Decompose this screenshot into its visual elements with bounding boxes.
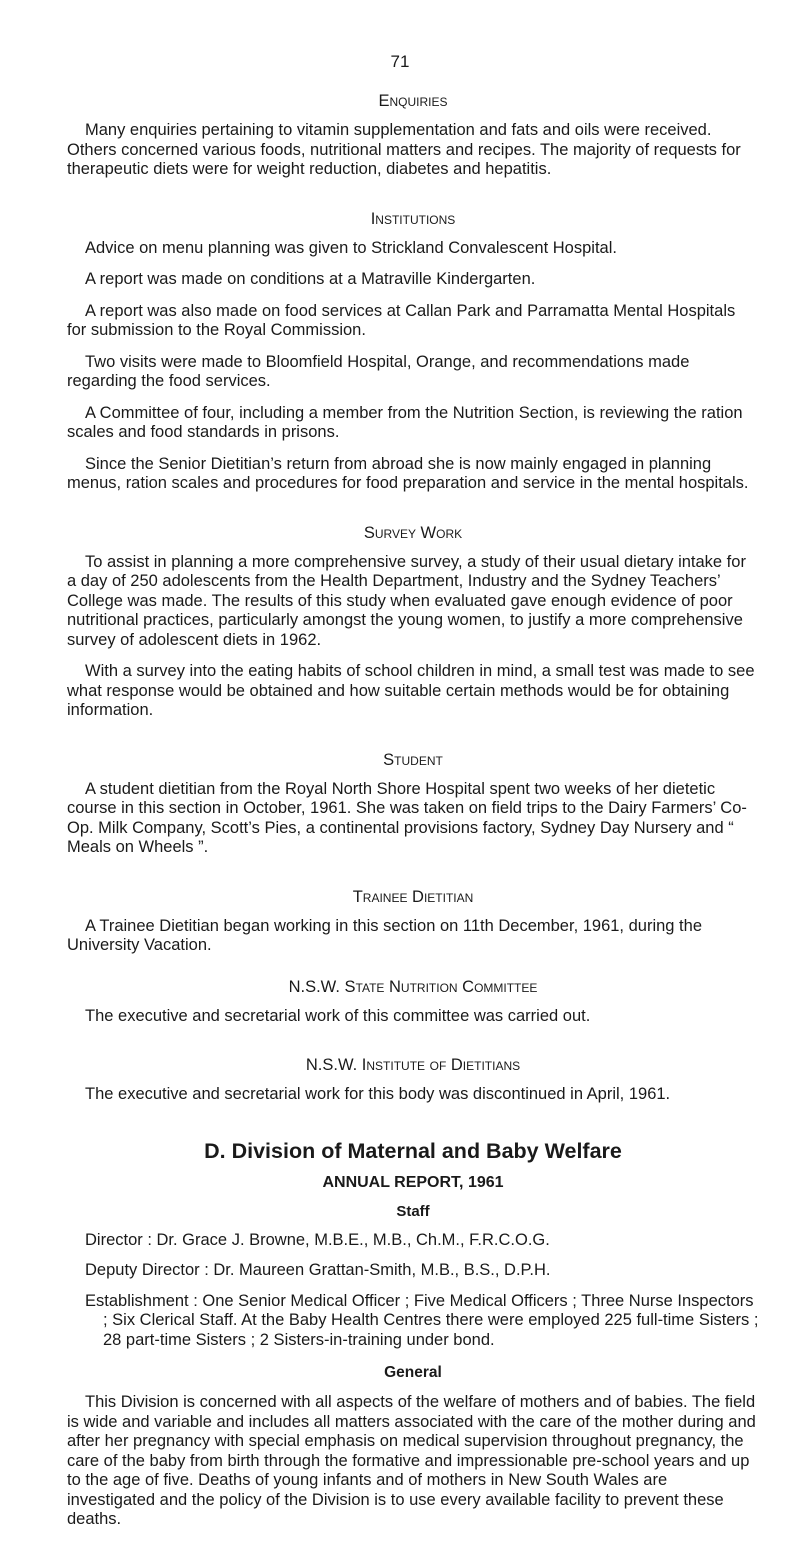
page-number: 71 bbox=[390, 52, 410, 71]
paragraph: To assist in planning a more comprehensive survey, a study of their usual dietary intake for a day of 250 adolescents from the Health Department, Industry and the Sydney Teachers’ College was made. The results of this study when evaluated gave enough evidence of poor nutritional practices, particularly amongst the young women, to justify a more comprehensive survey of adolescent diets in 1962. bbox=[67, 552, 746, 649]
heading-institute-of-dietitians: N.S.W. Institute of Dietitians bbox=[305, 1056, 521, 1074]
paragraph: A Committee of four, including a member from the Nutrition Section, is reviewing the ration scales and food standards in prisons. bbox=[67, 403, 743, 441]
heading-institutions: Institutions bbox=[370, 209, 456, 228]
general-paragraph: This Division is concerned with all aspects of the welfare of mothers and of babies. The field is wide and variable and includes all matters associated with the care of the mother during and after her pregnancy with special emphasis on medical supervision throughout pregnancy, the care of the baby from birth through the formative and impressionable pre-school years and up to the age of five. Deaths of young infants and of mothers in New South Wales are investigated and the policy of the Division is to use every available facility to prevent these deaths. bbox=[67, 1393, 756, 1528]
staff-heading: Staff bbox=[396, 1202, 430, 1220]
paragraph: A Trainee Dietitian began working in this section on 11th December, 1961, during the University Vacation. bbox=[67, 916, 702, 954]
heading-trainee-dietitian: Trainee Dietitian bbox=[352, 887, 474, 906]
heading-state-nutrition-committee: N.S.W. State Nutrition Committee bbox=[288, 977, 538, 996]
heading-student: Student bbox=[383, 750, 443, 769]
page-content bbox=[67, 92, 759, 1542]
division-title: D. Division of Maternal and Baby Welfare bbox=[204, 1138, 622, 1163]
paragraph: With a survey into the eating habits of school children in mind, a small test was made to see what response would be obtained and how suitable certain methods would be for obtaining information. bbox=[67, 662, 755, 719]
heading-enquiries: Enquiries bbox=[378, 92, 448, 110]
establishment-paragraph: Establishment : One Senior Medical Officer ; Five Medical Officers ; Three Nurse Inspectors ; Six Clerical Staff. At the Baby Health Centres there were employed 225 full-time Sisters ; 28 part-time Sisters ; 2 Sisters-in-training under bond. bbox=[85, 1291, 759, 1349]
paragraph: Advice on menu planning was given to Strickland Convalescent Hospital. bbox=[85, 238, 617, 257]
paragraph: Two visits were made to Bloomfield Hospital, Orange, and recommendations made regarding the food services. bbox=[67, 352, 690, 390]
paragraph: Many enquiries pertaining to vitamin supplementation and fats and oils were received. Others concerned various foods, nutritional matters and recipes. The majority of requests for therapeutic diets were for weight reduction, diabetes and hepatitis. bbox=[67, 121, 741, 178]
annual-report-heading: ANNUAL REPORT, 1961 bbox=[322, 1173, 504, 1191]
general-heading: General bbox=[384, 1364, 442, 1381]
paragraph: The executive and secretarial work for this body was discontinued in April, 1961. bbox=[85, 1085, 671, 1103]
deputy-director-line: Deputy Director : Dr. Maureen Grattan-Smith, M.B., B.S., D.P.H. bbox=[85, 1261, 551, 1279]
paragraph: The executive and secretarial work of this committee was carried out. bbox=[85, 1006, 591, 1025]
paragraph: Since the Senior Dietitian’s return from abroad she is now mainly engaged in planning menus, ration scales and procedures for food preparation and service in the mental hospitals. bbox=[67, 454, 749, 492]
paragraph: A student dietitian from the Royal North Shore Hospital spent two weeks of her dietetic course in this section in October, 1961. She was taken on field trips to the Dairy Farmers’ Co-Op. Milk Company, Scott’s Pies, a continental provisions factory, Sydney Day Nursery and “ Meals on Wheels ”. bbox=[67, 779, 747, 856]
heading-survey-work: Survey Work bbox=[363, 523, 463, 542]
paragraph: A report was also made on food services at Callan Park and Parramatta Mental Hospitals for submission to the Royal Commission. bbox=[67, 301, 736, 339]
paragraph: A report was made on conditions at a Matraville Kindergarten. bbox=[85, 270, 536, 288]
director-line: Director : Dr. Grace J. Browne, M.B.E., M.B., Ch.M., F.R.C.O.G. bbox=[85, 1230, 550, 1249]
